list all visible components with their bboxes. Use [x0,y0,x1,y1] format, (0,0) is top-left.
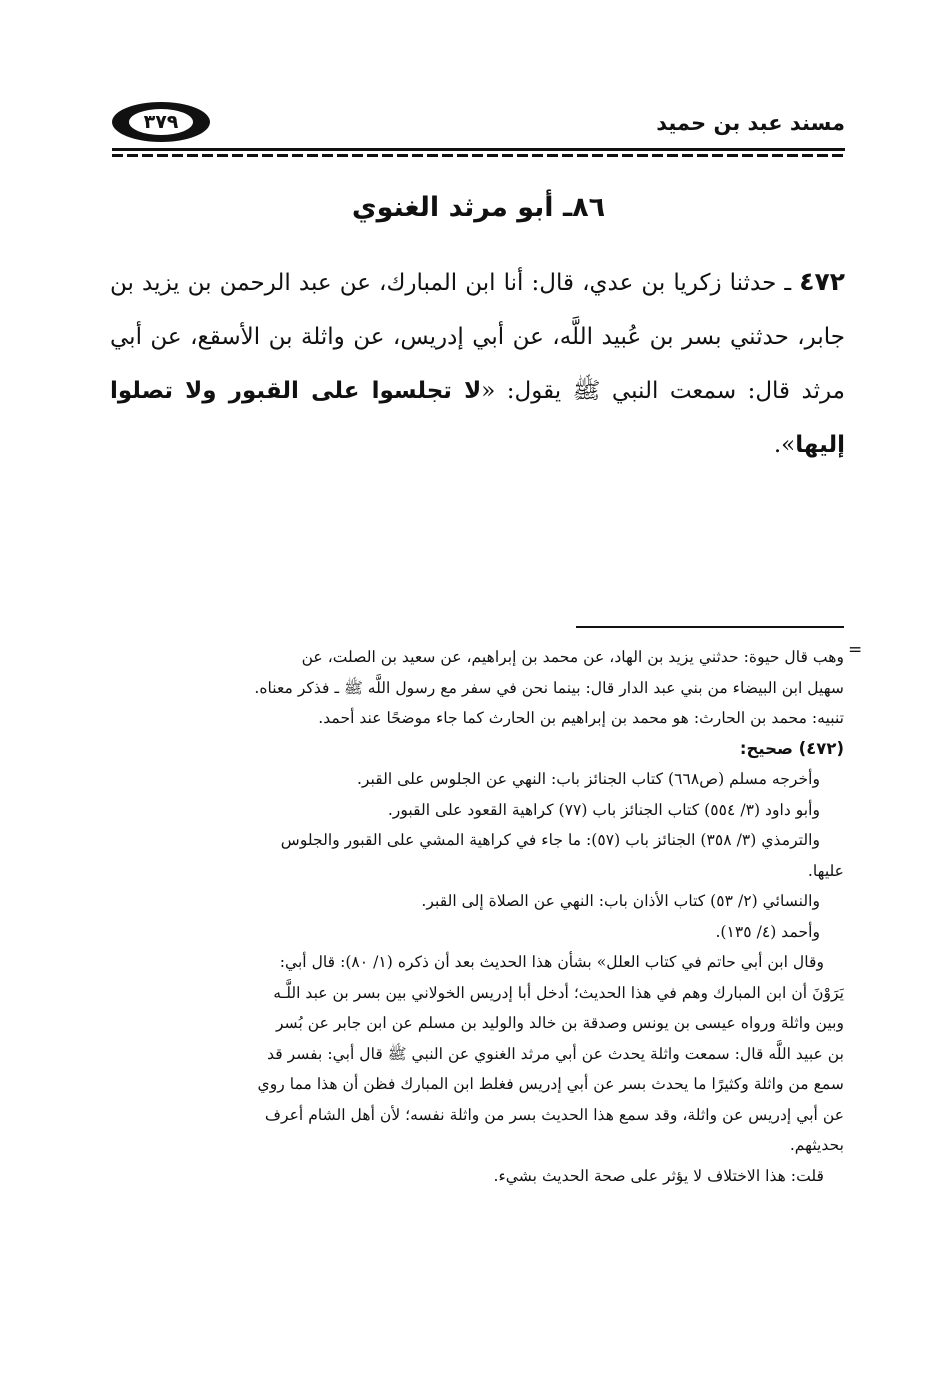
footnote-line: والنسائي (٢/ ٥٣) كتاب الأذان باب: النهي عن الصلاة إلى القبر. [421,892,820,910]
footnote-line: عن أبي إدريس عن واثلة، وقد سمع هذا الحديث بسر من واثلة نفسه؛ لأن أهل الشام أعرف [264,1105,844,1124]
footnote-line: قلت: هذا الاختلاف لا يؤثر على صحة الحديث بشيء. [493,1166,824,1185]
footnote-line: سمع من واثلة وكثيرًا ما يحدث بسر عن أبي إدريس فغلط ابن المبارك فظن أن هذا مما روي [257,1075,844,1093]
footnote-continuation-mark: = [848,640,863,660]
footnote-line: سهيل ابن البيضاء من بني عبد الدار قال: بينما نحن في سفر مع رسول اللَّه ﷺ ـ فذكر معناه. [254,678,844,697]
page-header [112,96,845,156]
section-title: ٨٦ـ أبو مرثد الغنوي [351,192,606,223]
footnote-line: وأبو داود (٣/ ٥٥٤) كتاب الجنائز باب (٧٧) كراهية القعود على القبور. [387,800,820,819]
footnote-line: وهب قال حيوة: حدثني يزيد بن الهاد، عن محمد بن إبراهيم، عن سعيد بن الصلت، عن [301,648,844,666]
footnote-line: عليها. [807,861,844,880]
hadith-text-part1: ـ حدثنا زكريا بن عدي، قال: أنا ابن المبارك، عن عبد الرحمن بن يزيد بن جابر، حدثني بسر بن عُبيد اللَّه، عن أبي إدريس، عن واثلة بن الأسقع، عن أبي مرثد قال: سمعت النبي ﷺ يقول: « [110,270,845,404]
footnotes [108,642,844,1191]
footnote-line: يَرَوْنَ أن ابن المبارك وهم في هذا الحديث؛ أدخل أبا إدريس الخولاني بين بسر بن عبد اللَّـه [273,983,844,1002]
hadith-quote: لا تجلسوا على القبور ولا تصلوا إليها [110,378,845,458]
footnote-line: تنبيه: محمد بن الحارث: هو محمد بن إبراهيم بن الحارث كما جاء موضحًا عند أحمد. [318,709,844,727]
footnote-line: والترمذي (٣/ ٣٥٨) الجنائز باب (٥٧): ما جاء في كراهية المشي على القبور والجلوس [280,831,820,849]
footnote-heading: (٤٧٢) صحيح: [739,738,844,758]
footnote-line: وقال ابن أبي حاتم في كتاب العلل» بشأن هذا الحديث بعد أن ذكره (١/ ٨٠): قال أبي: [279,953,824,971]
footnote-line: وأخرجه مسلم (ص٦٦٨) كتاب الجنائز باب: النهي عن الجلوس على القبر. [356,770,820,788]
header-dashed-rule [112,154,845,157]
footnote-rule [576,626,844,628]
footnote-line: وأحمد (٤/ ١٣٥). [715,922,820,941]
hadith-text-part2: ». [773,432,796,458]
footnote-line: وبين واثلة ورواه عيسى بن يونس وصدقة بن خالد والوليد بن مسلم عن ابن جابر عن بُسر [275,1014,844,1032]
header-rule [112,148,845,151]
page-number-badge [112,102,210,142]
hadith-text [110,255,845,472]
footnote-line: بحديثهم. [789,1136,844,1154]
page-number: ٣٧٩ [129,109,193,135]
book-title: مسند عبد بن حميد [656,111,845,135]
footnote-line: بن عبيد اللَّه قال: سمعت واثلة يحدث عن أبي مرثد الغنوي عن النبي ﷺ قال أبي: بفسر قد [267,1044,844,1063]
hadith-number: ٤٧٢ [799,267,845,296]
